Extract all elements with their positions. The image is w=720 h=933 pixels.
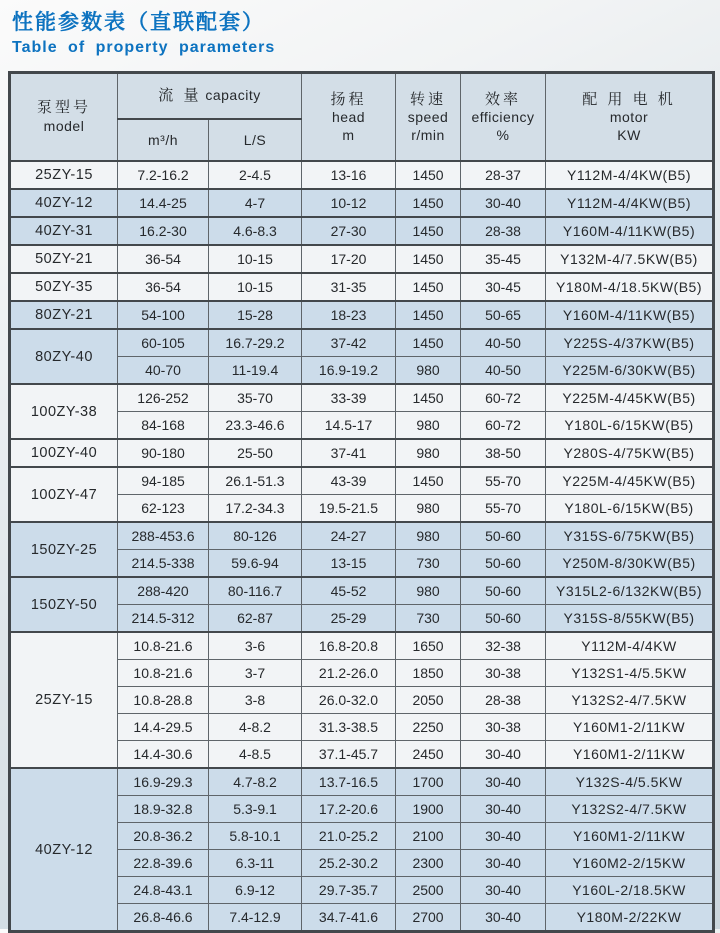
capacity-ls-cell: 2-4.5: [209, 161, 302, 189]
motor-cell: Y112M-4/4KW(B5): [546, 189, 714, 217]
capacity-header-zh: 流 量: [158, 87, 202, 104]
capacity-ls-cell: 3-7: [209, 660, 302, 687]
page-title-en: Table of property parameters: [12, 39, 276, 57]
capacity-ls-cell: 5.3-9.1: [209, 796, 302, 823]
capacity-ls-cell: 80-126: [209, 522, 302, 550]
head-header-en: head: [331, 109, 366, 126]
motor-cell: Y315S-8/55KW(B5): [546, 605, 714, 633]
speed-cell: 1900: [396, 796, 461, 823]
model-cell: 80ZY-40: [10, 329, 118, 384]
capacity-m3h-cell: 7.2-16.2: [118, 161, 209, 189]
speed-cell: 2700: [396, 904, 461, 932]
head-header-zh: 扬程: [330, 90, 367, 108]
motor-cell: Y225S-4/37KW(B5): [546, 329, 714, 357]
motor-cell: Y160L-2/18.5KW: [546, 877, 714, 904]
capacity-ls-cell: 6.3-11: [209, 850, 302, 877]
model-cell: 40ZY-12: [10, 189, 118, 217]
capacity-ls-cell: 17.2-34.3: [209, 495, 302, 523]
speed-cell: 1700: [396, 768, 461, 796]
table-row: [10, 273, 714, 301]
capacity-ls-cell: 11-19.4: [209, 357, 302, 385]
model-cell: 25ZY-15: [10, 632, 118, 768]
head-cell: 37.1-45.7: [302, 741, 396, 769]
speed-cell: 1850: [396, 660, 461, 687]
efficiency-cell: 28-37: [461, 161, 546, 189]
head-cell: 16.8-20.8: [302, 632, 396, 660]
capacity-m3h-cell: 16.2-30: [118, 217, 209, 245]
efficiency-cell: 30-40: [461, 904, 546, 932]
efficiency-cell: 30-38: [461, 660, 546, 687]
speed-header-unit: r/min: [411, 126, 445, 143]
efficiency-cell: 40-50: [461, 357, 546, 385]
motor-cell: Y225M-4/45KW(B5): [546, 384, 714, 412]
motor-cell: Y160M1-2/11KW: [546, 823, 714, 850]
motor-cell: Y132S-4/5.5KW: [546, 768, 714, 796]
speed-cell: 730: [396, 605, 461, 633]
motor-cell: Y132M-4/7.5KW(B5): [546, 245, 714, 273]
table-header: [10, 73, 714, 162]
model-cell: 100ZY-40: [10, 439, 118, 467]
capacity-ls-cell: 4-7: [209, 189, 302, 217]
capacity-m3h-cell: 84-168: [118, 412, 209, 440]
ls-unit-label: L/S: [243, 131, 267, 148]
parameters-table: [8, 71, 715, 933]
capacity-m3h-cell: 22.8-39.6: [118, 850, 209, 877]
table-row: [10, 301, 714, 329]
efficiency-cell: 50-60: [461, 577, 546, 605]
head-cell: 27-30: [302, 217, 396, 245]
capacity-m3h-cell: 10.8-21.6: [118, 660, 209, 687]
capacity-ls-cell: 4-8.2: [209, 714, 302, 741]
capacity-ls-cell: 25-50: [209, 439, 302, 467]
table-body: [10, 161, 714, 932]
capacity-m3h-cell: 94-185: [118, 467, 209, 495]
table-row: [10, 467, 714, 495]
efficiency-cell: 30-40: [461, 850, 546, 877]
capacity-m3h-cell: 16.9-29.3: [118, 768, 209, 796]
capacity-m3h-cell: 10.8-21.6: [118, 632, 209, 660]
head-cell: 14.5-17: [302, 412, 396, 440]
head-cell: 43-39: [302, 467, 396, 495]
head-cell: 21.0-25.2: [302, 823, 396, 850]
col-header-head: [302, 73, 396, 162]
capacity-m3h-cell: 40-70: [118, 357, 209, 385]
speed-cell: 1450: [396, 273, 461, 301]
efficiency-cell: 30-40: [461, 741, 546, 769]
speed-cell: 980: [396, 577, 461, 605]
capacity-ls-cell: 23.3-46.6: [209, 412, 302, 440]
speed-cell: 2250: [396, 714, 461, 741]
speed-cell: 980: [396, 495, 461, 523]
table-row: [10, 161, 714, 189]
efficiency-header-unit: %: [496, 126, 510, 143]
head-cell: 34.7-41.6: [302, 904, 396, 932]
capacity-m3h-cell: 10.8-28.8: [118, 687, 209, 714]
model-cell: 50ZY-21: [10, 245, 118, 273]
capacity-m3h-cell: 90-180: [118, 439, 209, 467]
motor-cell: Y160M2-2/15KW: [546, 850, 714, 877]
motor-header-unit: KW: [617, 126, 641, 143]
motor-cell: Y180M-2/22KW: [546, 904, 714, 932]
capacity-m3h-cell: 18.9-32.8: [118, 796, 209, 823]
capacity-header-en: capacity: [205, 87, 261, 103]
efficiency-header-en: efficiency: [471, 109, 535, 126]
m3h-unit-label: m³/h: [148, 131, 178, 148]
capacity-ls-cell: 35-70: [209, 384, 302, 412]
speed-cell: 2300: [396, 850, 461, 877]
efficiency-cell: 30-40: [461, 768, 546, 796]
efficiency-cell: 30-40: [461, 189, 546, 217]
head-cell: 13.7-16.5: [302, 768, 396, 796]
speed-cell: 2450: [396, 741, 461, 769]
head-cell: 25-29: [302, 605, 396, 633]
efficiency-cell: 55-70: [461, 467, 546, 495]
head-cell: 37-42: [302, 329, 396, 357]
efficiency-cell: 32-38: [461, 632, 546, 660]
head-cell: 13-16: [302, 161, 396, 189]
head-cell: 16.9-19.2: [302, 357, 396, 385]
capacity-ls-cell: 4.6-8.3: [209, 217, 302, 245]
capacity-m3h-cell: 126-252: [118, 384, 209, 412]
capacity-ls-cell: 3-6: [209, 632, 302, 660]
capacity-ls-cell: 15-28: [209, 301, 302, 329]
efficiency-cell: 30-40: [461, 877, 546, 904]
capacity-m3h-cell: 288-420: [118, 577, 209, 605]
speed-cell: 1450: [396, 329, 461, 357]
col-header-speed: [396, 73, 461, 162]
speed-cell: 2100: [396, 823, 461, 850]
motor-cell: Y180L-6/15KW(B5): [546, 412, 714, 440]
speed-cell: 1450: [396, 189, 461, 217]
model-cell: 150ZY-50: [10, 577, 118, 632]
motor-header-zh: 配 用 电 机: [582, 90, 676, 108]
motor-cell: Y160M-4/11KW(B5): [546, 217, 714, 245]
speed-cell: 980: [396, 412, 461, 440]
head-cell: 21.2-26.0: [302, 660, 396, 687]
motor-cell: Y112M-4/4KW(B5): [546, 161, 714, 189]
head-cell: 26.0-32.0: [302, 687, 396, 714]
table-row: [10, 577, 714, 605]
head-cell: 45-52: [302, 577, 396, 605]
efficiency-cell: 38-50: [461, 439, 546, 467]
capacity-m3h-cell: 36-54: [118, 273, 209, 301]
efficiency-cell: 50-60: [461, 605, 546, 633]
capacity-ls-cell: 4-8.5: [209, 741, 302, 769]
efficiency-cell: 50-65: [461, 301, 546, 329]
speed-cell: 980: [396, 357, 461, 385]
capacity-m3h-cell: 60-105: [118, 329, 209, 357]
model-cell: 80ZY-21: [10, 301, 118, 329]
capacity-ls-cell: 4.7-8.2: [209, 768, 302, 796]
table-row: [10, 189, 714, 217]
speed-cell: 980: [396, 522, 461, 550]
speed-cell: 1450: [396, 384, 461, 412]
capacity-ls-cell: 16.7-29.2: [209, 329, 302, 357]
efficiency-cell: 30-45: [461, 273, 546, 301]
model-cell: 25ZY-15: [10, 161, 118, 189]
efficiency-cell: 55-70: [461, 495, 546, 523]
efficiency-cell: 40-50: [461, 329, 546, 357]
head-cell: 29.7-35.7: [302, 877, 396, 904]
motor-cell: Y132S2-4/7.5KW: [546, 687, 714, 714]
title-block: [0, 0, 720, 57]
head-cell: 17.2-20.6: [302, 796, 396, 823]
speed-cell: 1650: [396, 632, 461, 660]
motor-cell: Y160M1-2/11KW: [546, 714, 714, 741]
efficiency-cell: 60-72: [461, 384, 546, 412]
motor-cell: Y280S-4/75KW(B5): [546, 439, 714, 467]
table-row: [10, 384, 714, 412]
speed-cell: 1450: [396, 301, 461, 329]
efficiency-cell: 30-38: [461, 714, 546, 741]
motor-cell: Y160M1-2/11KW: [546, 741, 714, 769]
capacity-m3h-cell: 24.8-43.1: [118, 877, 209, 904]
efficiency-cell: 60-72: [461, 412, 546, 440]
speed-cell: 730: [396, 550, 461, 578]
capacity-m3h-cell: 288-453.6: [118, 522, 209, 550]
model-cell: 150ZY-25: [10, 522, 118, 577]
capacity-m3h-cell: 14.4-30.6: [118, 741, 209, 769]
head-cell: 10-12: [302, 189, 396, 217]
capacity-ls-cell: 59.6-94: [209, 550, 302, 578]
table-row: [10, 217, 714, 245]
table-row: [10, 245, 714, 273]
capacity-m3h-cell: 214.5-312: [118, 605, 209, 633]
page-title-zh: 性能参数表（直联配套）: [12, 11, 265, 34]
motor-cell: Y250M-8/30KW(B5): [546, 550, 714, 578]
capacity-m3h-cell: 20.8-36.2: [118, 823, 209, 850]
head-header-unit: m: [342, 126, 355, 143]
efficiency-header-zh: 效率: [485, 90, 522, 108]
col-header-efficiency: [461, 73, 546, 162]
speed-cell: 1450: [396, 217, 461, 245]
speed-cell: 1450: [396, 245, 461, 273]
capacity-m3h-cell: 62-123: [118, 495, 209, 523]
table-row: [10, 632, 714, 660]
table-row: [10, 439, 714, 467]
head-cell: 25.2-30.2: [302, 850, 396, 877]
efficiency-cell: 50-60: [461, 522, 546, 550]
speed-cell: 2050: [396, 687, 461, 714]
capacity-ls-cell: 10-15: [209, 273, 302, 301]
head-cell: 24-27: [302, 522, 396, 550]
model-header-en: model: [43, 118, 85, 134]
capacity-m3h-cell: 26.8-46.6: [118, 904, 209, 932]
capacity-ls-cell: 80-116.7: [209, 577, 302, 605]
efficiency-cell: 28-38: [461, 217, 546, 245]
header-row-top: [10, 73, 714, 120]
col-header-model: [10, 73, 118, 162]
efficiency-cell: 50-60: [461, 550, 546, 578]
motor-cell: Y180M-4/18.5KW(B5): [546, 273, 714, 301]
table-row: [10, 522, 714, 550]
col-header-motor: [546, 73, 714, 162]
model-cell: 50ZY-35: [10, 273, 118, 301]
capacity-ls-cell: 7.4-12.9: [209, 904, 302, 932]
efficiency-cell: 28-38: [461, 687, 546, 714]
motor-cell: Y180L-6/15KW(B5): [546, 495, 714, 523]
speed-cell: 980: [396, 439, 461, 467]
model-cell: 40ZY-31: [10, 217, 118, 245]
speed-cell: 1450: [396, 467, 461, 495]
capacity-m3h-cell: 14.4-29.5: [118, 714, 209, 741]
table-row: [10, 768, 714, 796]
motor-cell: Y132S1-4/5.5KW: [546, 660, 714, 687]
head-cell: 31-35: [302, 273, 396, 301]
speed-cell: 1450: [396, 161, 461, 189]
motor-cell: Y112M-4/4KW: [546, 632, 714, 660]
motor-header-en: motor: [609, 109, 649, 126]
model-cell: 100ZY-47: [10, 467, 118, 522]
capacity-ls-cell: 26.1-51.3: [209, 467, 302, 495]
motor-cell: Y315S-6/75KW(B5): [546, 522, 714, 550]
capacity-ls-cell: 3-8: [209, 687, 302, 714]
motor-cell: Y132S2-4/7.5KW: [546, 796, 714, 823]
model-cell: 100ZY-38: [10, 384, 118, 439]
efficiency-cell: 35-45: [461, 245, 546, 273]
speed-header-en: speed: [407, 109, 449, 126]
speed-header-zh: 转速: [410, 90, 447, 108]
efficiency-cell: 30-40: [461, 796, 546, 823]
head-cell: 33-39: [302, 384, 396, 412]
motor-cell: Y160M-4/11KW(B5): [546, 301, 714, 329]
head-cell: 13-15: [302, 550, 396, 578]
head-cell: 31.3-38.5: [302, 714, 396, 741]
capacity-ls-cell: 6.9-12: [209, 877, 302, 904]
head-cell: 18-23: [302, 301, 396, 329]
model-cell: 40ZY-12: [10, 768, 118, 932]
capacity-m3h-cell: 36-54: [118, 245, 209, 273]
capacity-ls-cell: 10-15: [209, 245, 302, 273]
table-row: [10, 329, 714, 357]
motor-cell: Y315L2-6/132KW(B5): [546, 577, 714, 605]
efficiency-cell: 30-40: [461, 823, 546, 850]
head-cell: 19.5-21.5: [302, 495, 396, 523]
head-cell: 37-41: [302, 439, 396, 467]
capacity-m3h-cell: 54-100: [118, 301, 209, 329]
capacity-m3h-cell: 14.4-25: [118, 189, 209, 217]
capacity-ls-cell: 5.8-10.1: [209, 823, 302, 850]
capacity-ls-cell: 62-87: [209, 605, 302, 633]
capacity-m3h-cell: 214.5-338: [118, 550, 209, 578]
head-cell: 17-20: [302, 245, 396, 273]
motor-cell: Y225M-6/30KW(B5): [546, 357, 714, 385]
col-header-capacity: [118, 73, 302, 120]
speed-cell: 2500: [396, 877, 461, 904]
model-header-zh: 泵型号: [36, 99, 91, 117]
motor-cell: Y225M-4/45KW(B5): [546, 467, 714, 495]
col-header-m3h: [118, 119, 209, 161]
col-header-ls: [209, 119, 302, 161]
